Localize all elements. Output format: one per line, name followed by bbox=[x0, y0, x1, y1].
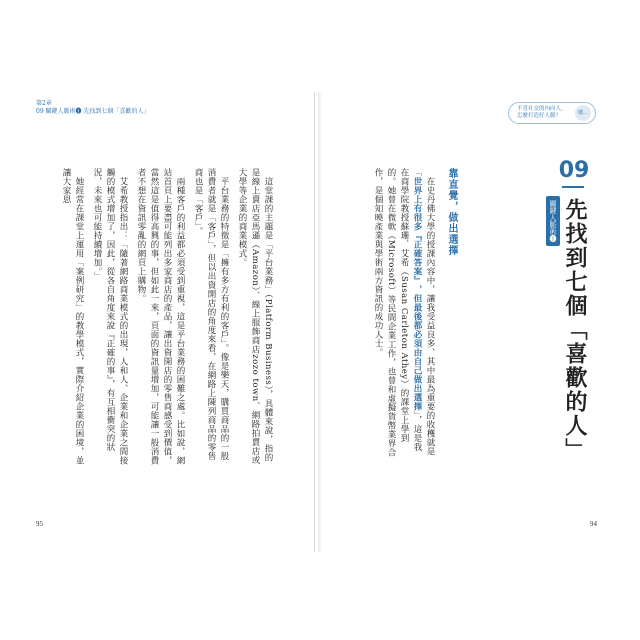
left-paragraph: 兩種客戶的利益都必須受到重視，這是平台業務的困難之處。比如說，網站首頁上要盡可能列出多家商店的產品，讓出資開店的零售商感受到價值，當然這是值得高興的事，但如此一來，頁面的資訊量增加，可能讓一般消費者不想在資訊零亂的網頁上購物。 bbox=[136, 168, 185, 465]
left-paragraph: 她經常在課堂上運用「案例研究」的教學模式，實際介紹企業的困境，並讓大家思 bbox=[61, 168, 84, 465]
left-header-section: 09 關鍵人脈術❶ 先找到七個「喜歡的人」 bbox=[36, 108, 150, 115]
left-paragraph: 平台業務的特徵是「擁有多方有利的客戶」。像是樂天，購買商品的一般消費者就是「客戶」，但以出資開店的角度來看，在網路上陳列商品的零售商也是「客戶」。 bbox=[193, 168, 229, 461]
left-paragraph: 這堂課的主題是「平台業務」（Platform Business），具體來說，指的是線上賣店亞馬遜（Amazon）、線上服飾商店zozo town、網路拍賣店或大學等企業的商業模式。 bbox=[237, 168, 273, 465]
chapter-divider bbox=[562, 186, 584, 188]
left-running-header bbox=[36, 100, 149, 116]
intro-text-2: 」，這是我在商學院教授蘇珊．艾希（Susan Carleton Athey）的課堂上學到的。她曾在微軟（Microsoft）等民間企業工作，也曾和虛擬貨幣業界合作，是個知曉產業與學術兩方資訊的成功人士。 bbox=[373, 168, 422, 457]
section-subtitle: 靠直覺，做出選擇 bbox=[446, 168, 457, 256]
chapter-tag: 關鍵人脈術❶ bbox=[546, 196, 560, 246]
right-header-line2: 怎麼打造好人脈？ bbox=[517, 113, 562, 119]
left-header-chapter: 第2章 bbox=[36, 100, 52, 107]
intro-text-1: 在史丹佛大學的授課內容中，讓我受益良多、其中最為重要的收穫就是「 bbox=[412, 168, 435, 456]
right-header-line1: 不喜社交的內向人， bbox=[517, 106, 567, 112]
chapter-number: 09 bbox=[558, 158, 590, 183]
left-body-text bbox=[61, 168, 274, 468]
intro-emphasis: 世界上有很多『正確答案』，但最後都必須由自己做出選擇 bbox=[412, 177, 422, 411]
right-body-text bbox=[336, 168, 436, 458]
left-paragraph: 艾希教授指出：「隨著網路商業模式的出現，人和人、企業和企業之間接觸的模式增加了，因此，從各自角度來說『正確的事』，有互相衝突的狀況，未來也可能持續增加。」 bbox=[92, 168, 128, 465]
chapter-title: 先找到七個「喜歡的人」 bbox=[562, 198, 588, 462]
left-page-number: 95 bbox=[36, 520, 43, 528]
right-intro-paragraph bbox=[371, 168, 436, 458]
right-page-number: 94 bbox=[590, 520, 597, 528]
speech-bubble-icon: 嗯… bbox=[575, 105, 591, 121]
book-gutter bbox=[318, 92, 322, 552]
right-running-header bbox=[508, 102, 596, 124]
